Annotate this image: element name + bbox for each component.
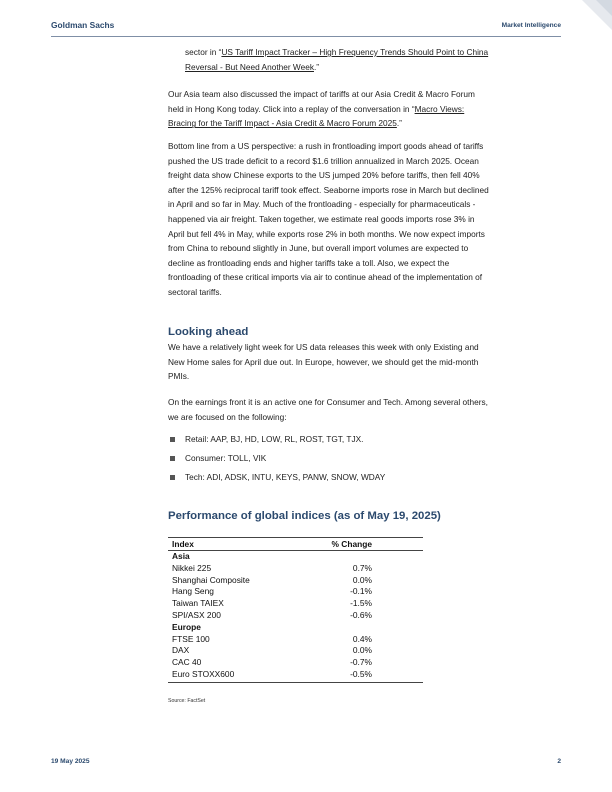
intro-continuation: sector in “US Tariff Impact Tracker – High Frequency Trends Should Point to China Reversal - But Need Another Week.” bbox=[185, 47, 489, 72]
table-row: Euro STOXX600 -0.5% bbox=[172, 668, 372, 679]
table-source: Source: FactSet bbox=[168, 698, 206, 704]
list-item: Consumer: TOLL, VIK bbox=[168, 452, 550, 465]
list-item: Tech: ADI, ADSK, INTU, KEYS, PANW, SNOW, WDAY bbox=[168, 471, 550, 484]
corner-decoration bbox=[552, 0, 612, 56]
header-rule bbox=[51, 36, 561, 37]
table-row: DAX 0.0% bbox=[172, 645, 372, 656]
us-tariff-tracker-link-cont[interactable]: Reversal - But Need Another Week bbox=[185, 61, 314, 72]
macro-views-link-cont[interactable]: Bracing for the Tariff Impact - Asia Credit & Macro Forum 2025 bbox=[168, 118, 397, 129]
page-number: 2 bbox=[557, 758, 561, 765]
column-header-change: % Change bbox=[331, 539, 372, 549]
table-group-label: Asia bbox=[172, 551, 190, 561]
bullet-square-icon bbox=[170, 437, 175, 442]
indices-table bbox=[168, 537, 423, 683]
table-row: SPI/ASX 200 -0.6% bbox=[172, 609, 372, 620]
list-item: Retail: AAP, BJ, HD, LOW, RL, ROST, TGT, TJX. bbox=[168, 433, 550, 446]
table-header bbox=[168, 538, 423, 551]
table-row: Shanghai Composite 0.0% bbox=[172, 574, 372, 585]
bullet-list bbox=[168, 433, 550, 484]
bottom-line-paragraph: Bottom line from a US perspective: a rush in frontloading import goods ahead of tariffs pushed the US trade deficit to a record $1.6 trillion annualized in March 2025. Ocean freight data show Chinese exports to the US jumped 20% before tariffs, then fell 40% after the 125% reciprocal tariff took effect. Seaborne imports rose in March but declined in April and so far in May. Much of the frontloading - especially for pharmaceuticals - happened via air freight. Taken together, we estimate real goods imports rose 3% in April but fell 4% in May, while exports rose 2% in both months. We now expect imports from China to rebound slightly in June, but overall import volumes are expected to decline as frontloading ends and higher tariffs take a toll. Also, we expect the frontloading of these critical imports via air to continue ahead of the implementation of sectoral tariffs. bbox=[168, 141, 489, 297]
macro-views-link[interactable]: Macro Views: bbox=[414, 103, 465, 114]
brand-name: Goldman Sachs bbox=[51, 20, 115, 30]
looking-ahead-paragraph2: On the earnings front it is an active one for Consumer and Tech. Among several others, we are focused on the following: bbox=[168, 397, 488, 422]
looking-ahead-paragraph1: We have a relatively light week for US data releases this week with only Existing and New Home sales for April due out. In Europe, however, we should get the mid-month PMIs. bbox=[168, 342, 479, 382]
earnings-bullets bbox=[168, 433, 550, 490]
table-title-block bbox=[168, 509, 550, 523]
us-tariff-tracker-link[interactable]: US Tariff Impact Tracker – High Frequency Trends Should Point to China bbox=[221, 47, 489, 57]
table-row: Nikkei 225 0.7% bbox=[172, 562, 372, 573]
table-title: Performance of global indices (as of May 19, 2025) bbox=[168, 510, 441, 522]
table-row: CAC 40 -0.7% bbox=[172, 657, 372, 668]
table-row: FTSE 100 0.4% bbox=[172, 633, 372, 644]
bullet-square-icon bbox=[170, 475, 175, 480]
table-bottom-rule bbox=[168, 682, 423, 683]
asia-forum-paragraph: Our Asia team also discussed the impact of tariffs at our Asia Credit & Macro Forum held in Hong Kong today. Click into a replay of the conversation in “Macro Views: Bracing for the Tariff Impact - Asia Credit & Macro Forum 2025.” bbox=[168, 89, 475, 129]
table-row: Taiwan TAIEX -1.5% bbox=[172, 598, 372, 609]
bullet-square-icon bbox=[170, 456, 175, 461]
section-label: Market Intelligence bbox=[501, 22, 561, 29]
table-group-label: Europe bbox=[172, 621, 201, 632]
looking-ahead-section bbox=[168, 325, 550, 384]
looking-ahead-heading: Looking ahead bbox=[168, 326, 249, 338]
column-header-index: Index bbox=[172, 539, 194, 549]
page-header bbox=[51, 20, 561, 36]
table-row: Hang Seng -0.1% bbox=[172, 586, 372, 597]
footer-date: 19 May 2025 bbox=[51, 758, 90, 765]
